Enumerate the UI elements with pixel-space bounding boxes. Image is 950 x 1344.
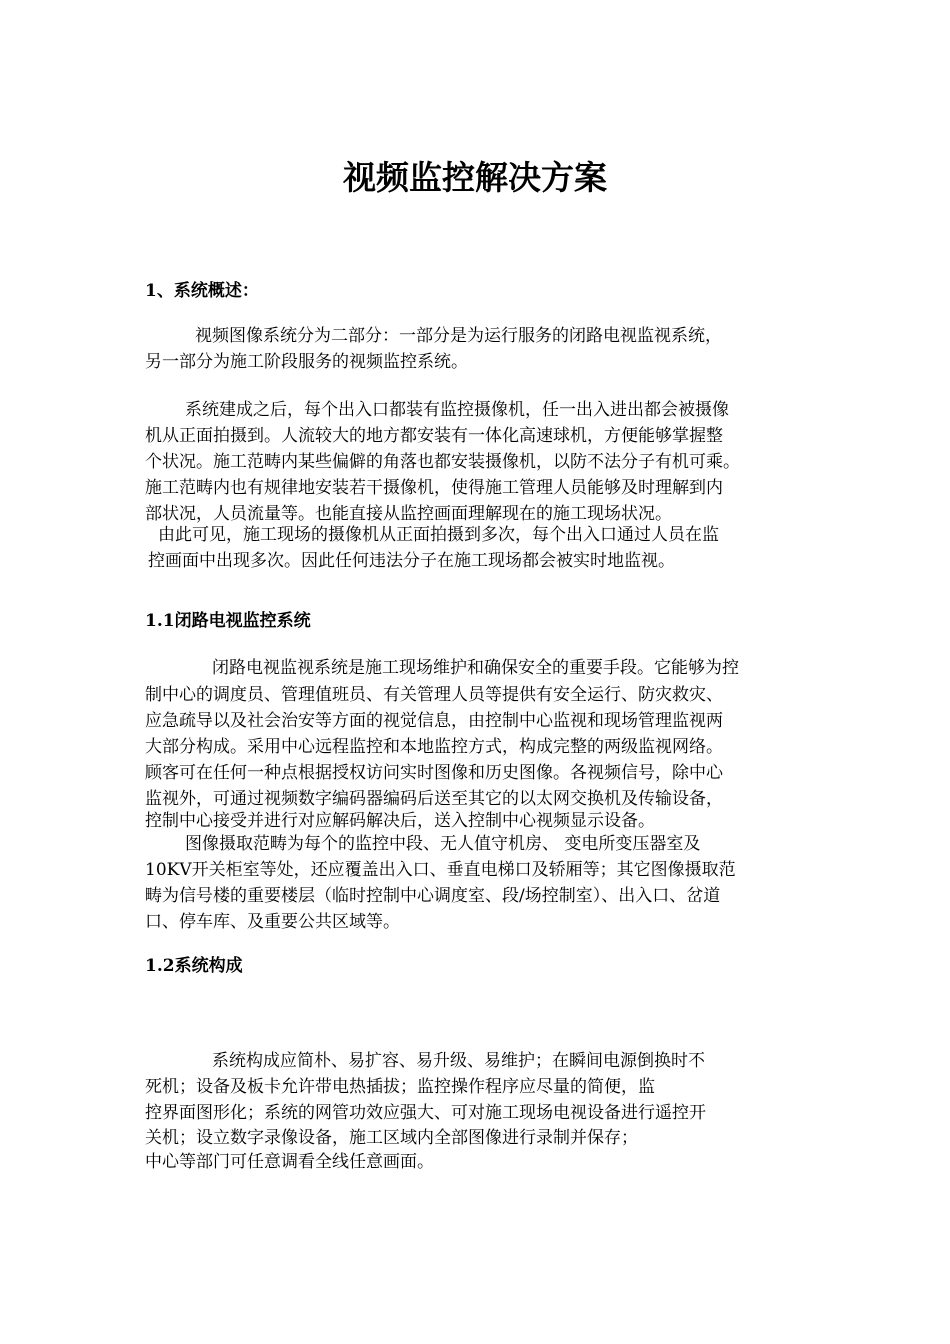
paragraph-line: 个状况。施工范畴内某些偏僻的角落也都安装摄像机，以防不法分子有机可乘。 — [145, 452, 740, 472]
paragraph-line: 图像摄取范畴为每个的监控中段、无人值守机房、 变电所变压器室及 — [185, 834, 701, 854]
paragraph-line: 闭路电视监视系统是施工现场维护和确保安全的重要手段。它能够为控 — [212, 658, 739, 678]
paragraph-line: 口、停车库、及重要公共区域等。 — [145, 912, 400, 932]
paragraph-line: 中心等部门可任意调看全线任意画面。 — [145, 1152, 434, 1172]
paragraph-line: 由此可见，施工现场的摄像机从正面拍摄到多次，每个出入口通过人员在监 — [158, 525, 719, 545]
paragraph-line: 另一部分为施工阶段服务的视频监控系统。 — [145, 352, 468, 372]
section-heading-cctv: 1.1闭路电视监控系统 — [145, 611, 311, 631]
paragraph-line: 控界面图形化；系统的网管功效应强大、可对施工现场电视设备进行遥控开 — [145, 1103, 706, 1123]
paragraph-line: 控画面中出现多次。因此任何违法分子在施工现场都会被实时地监视。 — [148, 551, 675, 571]
section-heading-overview: 1、系统概述： — [145, 281, 259, 301]
paragraph-line: 10KV开关柜室等处，还应覆盖出入口、垂直电梯口及轿厢等；其它图像摄取范 — [145, 860, 736, 880]
document-title: 视频监控解决方案 — [343, 158, 607, 197]
paragraph-line: 机从正面拍摄到。人流较大的地方都安装有一体化高速球机，方便能够掌握整 — [145, 426, 723, 446]
paragraph-line: 监视外，可通过视频数字编码器编码后送至其它的以太网交换机及传输设备， — [145, 789, 723, 809]
paragraph-line: 控制中心接受并进行对应解码解决后，送入控制中心视频显示设备。 — [145, 811, 655, 831]
paragraph-line: 系统建成之后，每个出入口都装有监控摄像机，任一出入进出都会被摄像 — [185, 400, 729, 420]
paragraph-line: 制中心的调度员、管理值班员、有关管理人员等提供有安全运行、防灾救灾、 — [145, 685, 723, 705]
paragraph-line: 畴为信号楼的重要楼层（临时控制中心调度室、段/场控制室）、出入口、岔道 — [145, 886, 721, 906]
paragraph-line: 施工范畴内也有规律地安装若干摄像机，使得施工管理人员能够及时理解到内 — [145, 478, 723, 498]
paragraph-line: 应急疏导以及社会治安等方面的视觉信息，由控制中心监视和现场管理监视两 — [145, 711, 723, 731]
section-heading-composition: 1.2系统构成 — [145, 956, 243, 976]
paragraph-line: 部状况，人员流量等。也能直接从监控画面理解现在的施工现场状况。 — [145, 504, 672, 524]
paragraph-line: 关机；设立数字录像设备，施工区域内全部图像进行录制并保存； — [145, 1128, 638, 1148]
paragraph-line: 视频图像系统分为二部分：一部分是为运行服务的闭路电视监视系统， — [195, 326, 722, 346]
paragraph-line: 系统构成应简朴、易扩容、易升级、易维护；在瞬间电源倒换时不 — [212, 1051, 705, 1071]
paragraph-line: 顾客可在任何一种点根据授权访问实时图像和历史图像。各视频信号，除中心 — [145, 763, 723, 783]
paragraph-line: 大部分构成。采用中心远程监控和本地监控方式，构成完整的两级监视网络。 — [145, 737, 723, 757]
paragraph-line: 死机；设备及板卡允许带电热插拔；监控操作程序应尽量的简便，监 — [145, 1077, 655, 1097]
